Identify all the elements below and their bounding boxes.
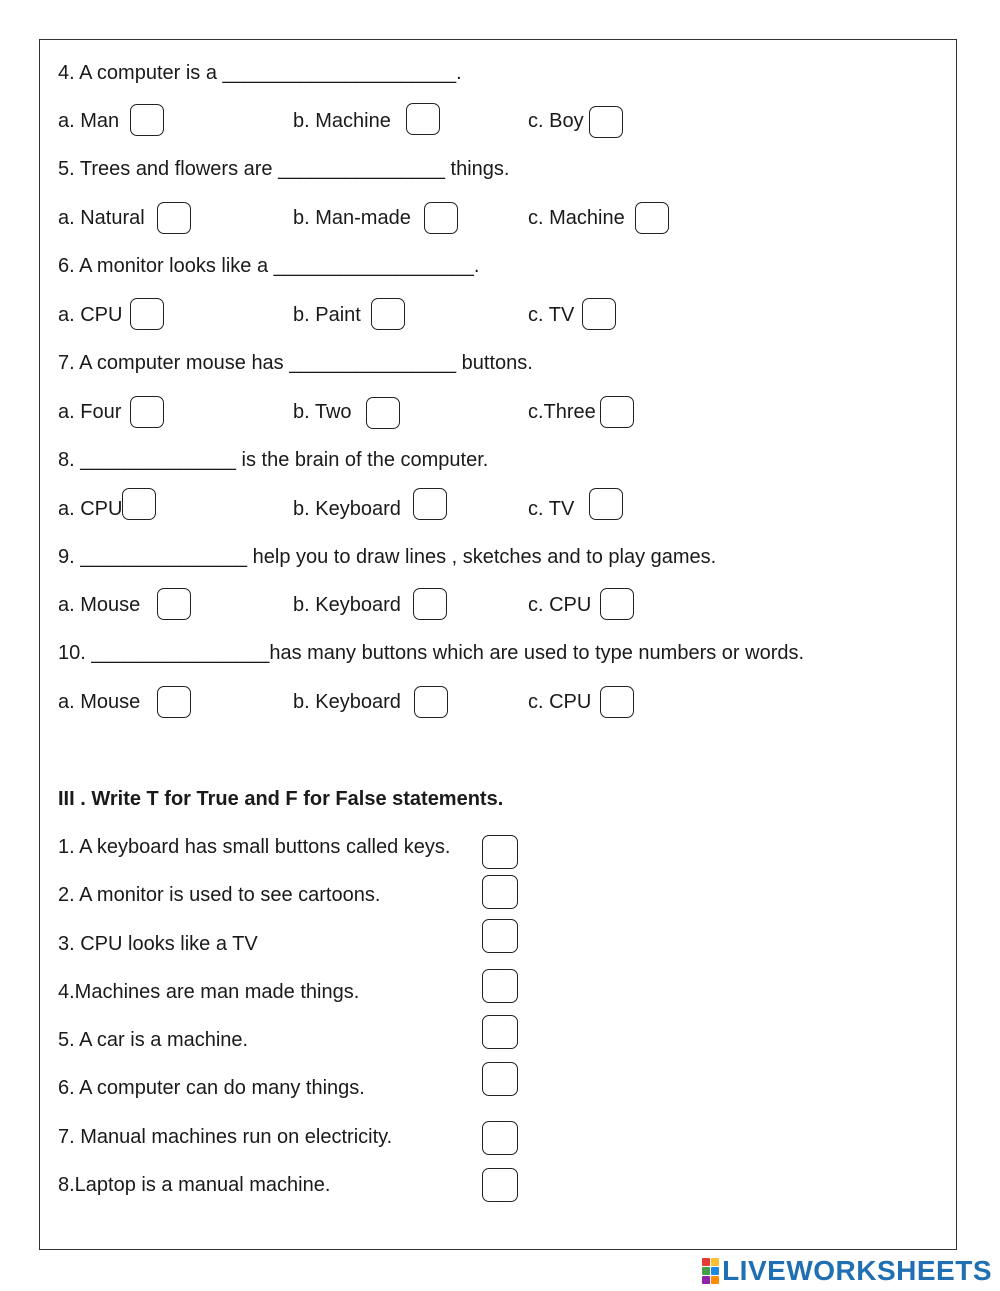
question-7-option-c-checkbox[interactable] (600, 396, 634, 428)
tf-answer-box-6[interactable] (482, 1062, 518, 1096)
tf-answer-box-4[interactable] (482, 969, 518, 1003)
tf-statement-4: 4.Machines are man made things. (58, 981, 360, 1003)
question-5-option-a-label: a. Natural (58, 207, 145, 229)
section-3-heading: III . Write T for True and F for False statements. (58, 788, 504, 810)
question-6-option-a-label: a. CPU (58, 304, 123, 326)
tf-statement-2: 2. A monitor is used to see cartoons. (58, 884, 381, 906)
question-6-option-b-label: b. Paint (293, 304, 361, 326)
tf-statement-6: 6. A computer can do many things. (58, 1077, 365, 1099)
question-5-option-b-label: b. Man-made (293, 207, 411, 229)
question-6-option-a-checkbox[interactable] (130, 298, 164, 330)
question-7-option-b-label: b. Two (293, 401, 352, 423)
question-7-option-c-label: c.Three (528, 401, 596, 423)
question-6-option-c-checkbox[interactable] (582, 298, 616, 330)
question-9-option-c-checkbox[interactable] (600, 588, 634, 620)
tf-answer-box-2[interactable] (482, 875, 518, 909)
question-10-option-b-checkbox[interactable] (414, 686, 448, 718)
question-8-option-b-label: b. Keyboard (293, 498, 401, 520)
question-10-option-a-label: a. Mouse (58, 691, 141, 713)
question-6-option-c-label: c. TV (528, 304, 575, 326)
tf-answer-box-8[interactable] (482, 1168, 518, 1202)
question-4-option-b-label: b. Machine (293, 110, 391, 132)
tf-statement-1: 1. A keyboard has small buttons called keys. (58, 836, 451, 858)
question-4-option-a-checkbox[interactable] (130, 104, 164, 136)
question-4-option-a-label: a. Man (58, 110, 120, 132)
question-9-stem: 9. _______________ help you to draw lines , sketches and to play games. (58, 546, 717, 568)
tf-answer-box-7[interactable] (482, 1121, 518, 1155)
question-8-option-b-checkbox[interactable] (413, 488, 447, 520)
question-5-option-c-label: c. Machine (528, 207, 625, 229)
question-9-option-a-checkbox[interactable] (157, 588, 191, 620)
question-9-option-a-label: a. Mouse (58, 594, 141, 616)
tf-answer-box-5[interactable] (482, 1015, 518, 1049)
tf-statement-7: 7. Manual machines run on electricity. (58, 1126, 393, 1148)
question-7-option-b-checkbox[interactable] (366, 397, 400, 429)
question-5-option-b-checkbox[interactable] (424, 202, 458, 234)
question-10-option-a-checkbox[interactable] (157, 686, 191, 718)
tf-answer-box-3[interactable] (482, 919, 518, 953)
question-9-option-c-label: c. CPU (528, 594, 592, 616)
question-9-option-b-checkbox[interactable] (413, 588, 447, 620)
question-8-option-c-label: c. TV (528, 498, 575, 520)
tf-statement-3: 3. CPU looks like a TV (58, 933, 258, 955)
question-8-stem: 8. ______________ is the brain of the computer. (58, 449, 489, 471)
question-8-option-c-checkbox[interactable] (589, 488, 623, 520)
tf-statement-8: 8.Laptop is a manual machine. (58, 1174, 331, 1196)
question-5-stem: 5. Trees and flowers are _______________ things. (58, 158, 510, 180)
question-4-option-b-checkbox[interactable] (406, 103, 440, 135)
question-4-option-c-label: c. Boy (528, 110, 584, 132)
liveworksheets-logo-text: LIVEWORKSHEETS (722, 1255, 992, 1286)
tf-answer-box-1[interactable] (482, 835, 518, 869)
question-5-option-c-checkbox[interactable] (635, 202, 669, 234)
question-5-option-a-checkbox[interactable] (157, 202, 191, 234)
question-10-option-c-label: c. CPU (528, 691, 592, 713)
question-8-option-a-label: a. CPU (58, 498, 123, 520)
liveworksheets-logo-icon (702, 1258, 719, 1284)
question-8-option-a-checkbox[interactable] (122, 488, 156, 520)
question-10-option-c-checkbox[interactable] (600, 686, 634, 718)
question-9-option-b-label: b. Keyboard (293, 594, 401, 616)
question-4-stem: 4. A computer is a _____________________. (58, 62, 462, 84)
tf-statement-5: 5. A car is a machine. (58, 1029, 249, 1051)
question-7-option-a-label: a. Four (58, 401, 122, 423)
question-10-option-b-label: b. Keyboard (293, 691, 401, 713)
question-7-stem: 7. A computer mouse has _______________ buttons. (58, 352, 533, 374)
question-6-stem: 6. A monitor looks like a __________________. (58, 255, 480, 277)
question-6-option-b-checkbox[interactable] (371, 298, 405, 330)
question-7-option-a-checkbox[interactable] (130, 396, 164, 428)
question-10-stem: 10. ________________has many buttons which are used to type numbers or words. (58, 642, 805, 664)
liveworksheets-logo[interactable] (702, 1254, 992, 1288)
question-4-option-c-checkbox[interactable] (589, 106, 623, 138)
